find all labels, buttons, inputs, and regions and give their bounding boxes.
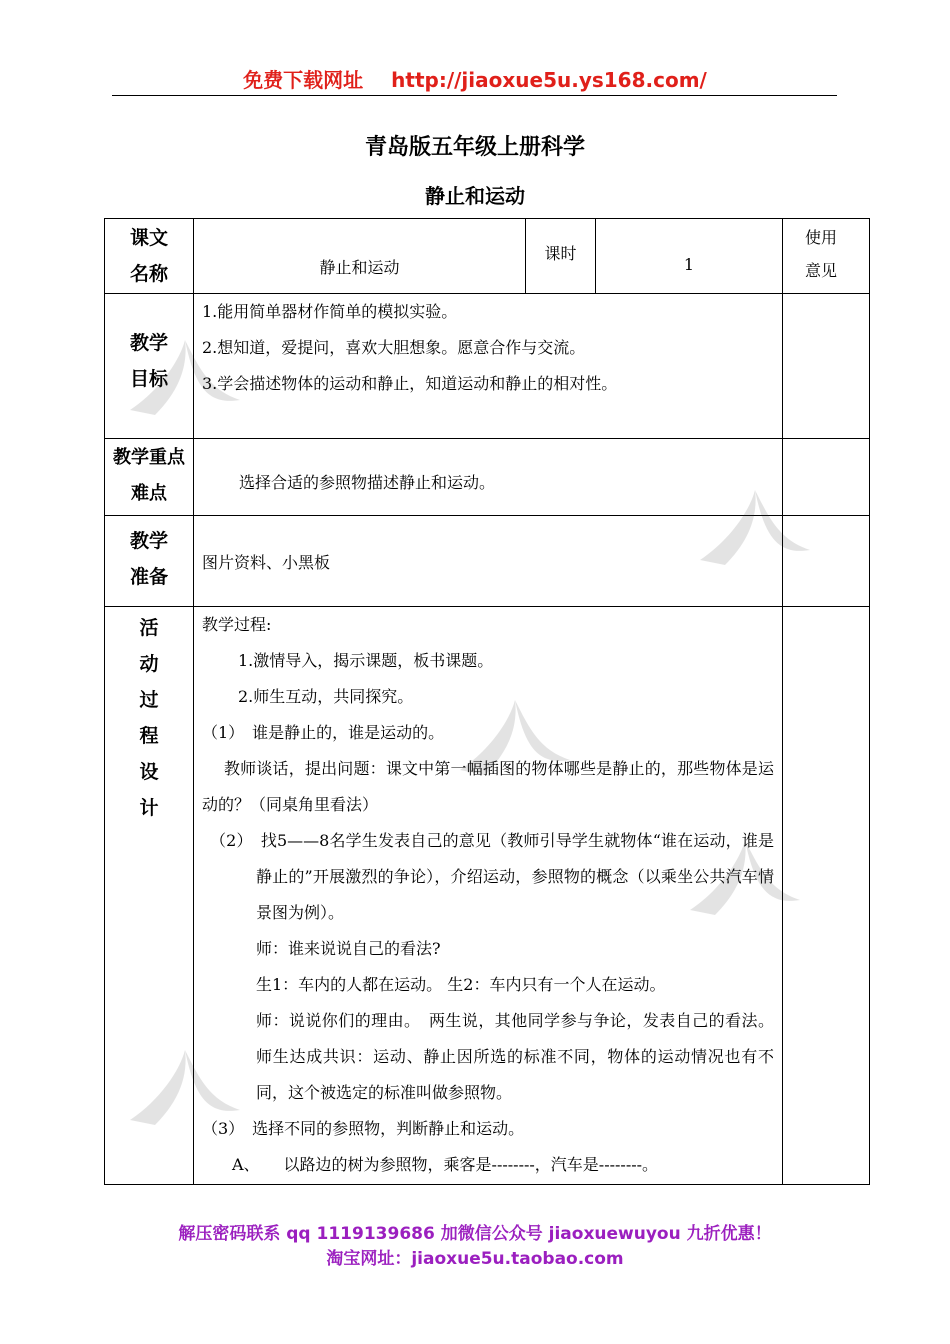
footer-contact: 解压密码联系 qq 1119139686 加微信公众号 jiaoxuewuyou 九折优惠！ (178, 1224, 772, 1244)
prep-label: 教学准备 (105, 516, 194, 607)
prep-usage-cell (783, 516, 870, 607)
process-paragraph: 生1：车内的人都在运动。 生2：车内只有一个人在运动。 (256, 975, 666, 994)
keypoints-value: 选择合适的参照物描述静止和运动。 (194, 439, 783, 516)
row-lesson-name (105, 219, 870, 294)
keypoints-label: 教学重点难点 (105, 439, 194, 516)
lesson-name-label: 课文名称 (105, 219, 194, 294)
header-rule (112, 95, 837, 96)
goal-item: 1.能用简单器材作简单的模拟实验。 (202, 302, 458, 321)
process-paragraph: （2） 找5——8名学生发表自己的意见（教师引导学生就物体“谁在运动，谁是静止的”开展激烈的争论），介绍运动，参照物的概念（以乘坐公共汽车情景图为例）。 (210, 831, 774, 922)
process-paragraph: 师：谁来说说自己的看法? (256, 939, 441, 958)
process-paragraph: （3） 选择不同的参照物，判断静止和运动。 (202, 1119, 525, 1138)
period-label: 课时 (526, 219, 596, 294)
free-download-label: 免费下载网址 (243, 68, 364, 92)
goal-item: 2.想知道，爱提问，喜欢大胆想象。愿意合作与交流。 (202, 338, 586, 357)
process-paragraph: 师：说说你们的理由。 两生说，其他同学参与争论，发表自己的看法。师生达成共识：运动、静止因所选的标准不同，物体的运动情况也有不同，这个被选定的标准叫做参照物。 (256, 1011, 774, 1102)
download-banner (0, 64, 950, 93)
process-cell (194, 607, 783, 1185)
process-paragraph: A、 以路边的树为参照物，乘客是--------，汽车是--------。 (232, 1155, 659, 1174)
lesson-subtitle: 静止和运动 (425, 184, 525, 208)
download-url-link[interactable]: http://jiaoxue5u.ys168.com/ (391, 68, 707, 92)
row-goals (105, 294, 870, 439)
prep-value: 图片资料、小黑板 (194, 516, 783, 607)
lesson-name-value: 静止和运动 (194, 219, 526, 294)
row-prep (105, 516, 870, 607)
usage-label: 使用意见 (783, 219, 870, 294)
document-title: 青岛版五年级上册科学 (364, 134, 585, 160)
row-keypoints (105, 439, 870, 516)
process-heading: 教学过程: (202, 615, 272, 634)
goals-label: 教学目标 (105, 294, 194, 439)
process-step: 2.师生互动，共同探究。 (238, 687, 414, 706)
process-step: 1.激情导入，揭示课题，板书课题。 (238, 651, 494, 670)
goal-item: 3.学会描述物体的运动和静止，知道运动和静止的相对性。 (202, 374, 618, 393)
process-paragraph: 教师谈话，提出问题：课文中第一幅插图的物体哪些是静止的，那些物体是运动的？（同桌角里看法） (202, 759, 774, 814)
goals-cell (194, 294, 783, 439)
goals-usage-cell (783, 294, 870, 439)
footer-shop-link[interactable]: 淘宝网址：jiaoxue5u.taobao.com (326, 1249, 624, 1269)
process-paragraph: （1） 谁是静止的，谁是运动的。 (202, 723, 445, 742)
row-activity (105, 607, 870, 1185)
period-value: 1 (596, 219, 783, 294)
lesson-plan-table (104, 218, 870, 1185)
keypoints-usage-cell (783, 439, 870, 516)
activity-label: 活动过程设计 (105, 607, 194, 1185)
activity-usage-cell (783, 607, 870, 1185)
